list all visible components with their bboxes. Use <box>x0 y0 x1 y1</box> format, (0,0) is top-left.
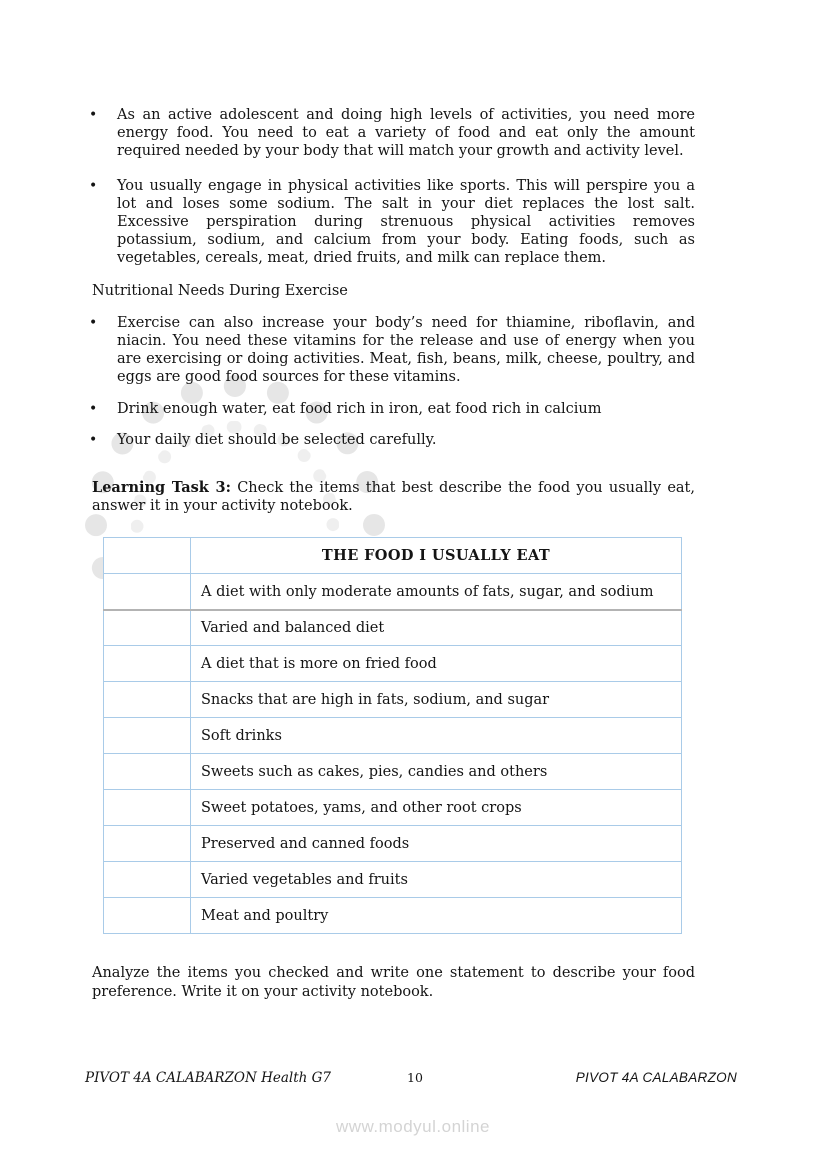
check-cell <box>104 574 191 610</box>
check-cell <box>104 538 191 574</box>
bullet-text: You usually engage in physical activities like sports. This will perspire you a lot and loses some sodium. The salt in your diet replaces the lost salt. Excessive perspiration during strenuous physical activities removes potassium, sodium, and calcium from your body. Eating foods, such as vegetables, cereals, meat, dried fruits, and milk can replace them. <box>117 177 695 267</box>
footer-module-title: PIVOT 4A CALABARZON Health G7 <box>85 1070 332 1086</box>
bullet-text: Drink enough water, eat food rich in iron, eat food rich in calcium <box>117 400 602 417</box>
closing-instruction: Analyze the items you checked and write one statement to describe your food preference. Write it on your activity notebook. <box>92 965 695 1000</box>
table-row <box>104 646 682 682</box>
check-cell <box>104 646 191 682</box>
table-row <box>104 862 682 898</box>
bullet-text: As an active adolescent and doing high levels of activities, you need more energy food. You need to eat a variety of food and eat only the amount required needed by your body that will match your growth and activity level. <box>117 107 695 160</box>
table-row <box>104 682 682 718</box>
bullet-dot-icon: • <box>89 314 98 331</box>
food-item-label: Varied vegetables and fruits <box>191 862 682 898</box>
food-item-label: Varied and balanced diet <box>191 610 682 646</box>
food-item-label: Sweet potatoes, yams, and other root crops <box>191 790 682 826</box>
page-number: 10 <box>407 1070 423 1085</box>
table-row <box>104 718 682 754</box>
check-cell <box>104 826 191 862</box>
learning-task-label: Learning Task 3: <box>92 479 231 497</box>
bullet-drink-water <box>89 400 695 418</box>
table-row <box>104 574 682 610</box>
bullet-energy-food <box>89 106 695 161</box>
table-row <box>104 790 682 826</box>
bullet-text: Your daily diet should be selected carefully. <box>117 431 437 448</box>
food-item-label: A diet that is more on fried food <box>191 646 682 682</box>
table-header-row <box>104 538 682 574</box>
food-checklist-table <box>103 537 682 934</box>
table-title: THE FOOD I USUALLY EAT <box>191 538 682 574</box>
site-watermark: www.modyul.online <box>335 1117 490 1136</box>
check-cell <box>104 898 191 934</box>
page-footer <box>85 1070 737 1086</box>
learning-task-3-instruction <box>92 479 695 515</box>
table-row <box>104 754 682 790</box>
bullet-dot-icon: • <box>89 107 98 123</box>
food-item-label: Snacks that are high in fats, sodium, and sugar <box>191 682 682 718</box>
food-item-label: Soft drinks <box>191 718 682 754</box>
bullet-dot-icon: • <box>89 431 98 448</box>
section-heading-nutritional-needs: Nutritional Needs During Exercise <box>92 282 348 299</box>
food-item-label: A diet with only moderate amounts of fats, sugar, and sodium <box>191 574 682 610</box>
footer-brand: PIVOT 4A CALABARZON <box>575 1070 737 1085</box>
bullet-dot-icon: • <box>89 400 98 417</box>
check-cell <box>104 682 191 718</box>
table-row <box>104 898 682 934</box>
bullet-sodium-loss <box>89 177 695 268</box>
bullet-vitamins <box>89 314 695 387</box>
check-cell <box>104 610 191 646</box>
food-item-label: Preserved and canned foods <box>191 826 682 862</box>
table-row <box>104 826 682 862</box>
table-row <box>104 610 682 646</box>
page-content <box>89 106 695 1001</box>
food-item-label: Meat and poultry <box>191 898 682 934</box>
food-item-label: Sweets such as cakes, pies, candies and others <box>191 754 682 790</box>
check-cell <box>104 718 191 754</box>
learning-task-text: Check the items that best describe the food you usually eat, answer it in your activity notebook. <box>92 480 695 515</box>
bullet-dot-icon: • <box>89 177 98 194</box>
check-cell <box>104 790 191 826</box>
bullet-daily-diet <box>89 431 695 449</box>
check-cell <box>104 754 191 790</box>
bullet-text: Exercise can also increase your body’s need for thiamine, riboflavin, and niacin. You need these vitamins for the release and use of energy when you are exercising or doing activities. Meat, fish, beans, milk, cheese, poultry, and eggs are good food sources for these vitamins. <box>117 314 695 386</box>
check-cell <box>104 862 191 898</box>
